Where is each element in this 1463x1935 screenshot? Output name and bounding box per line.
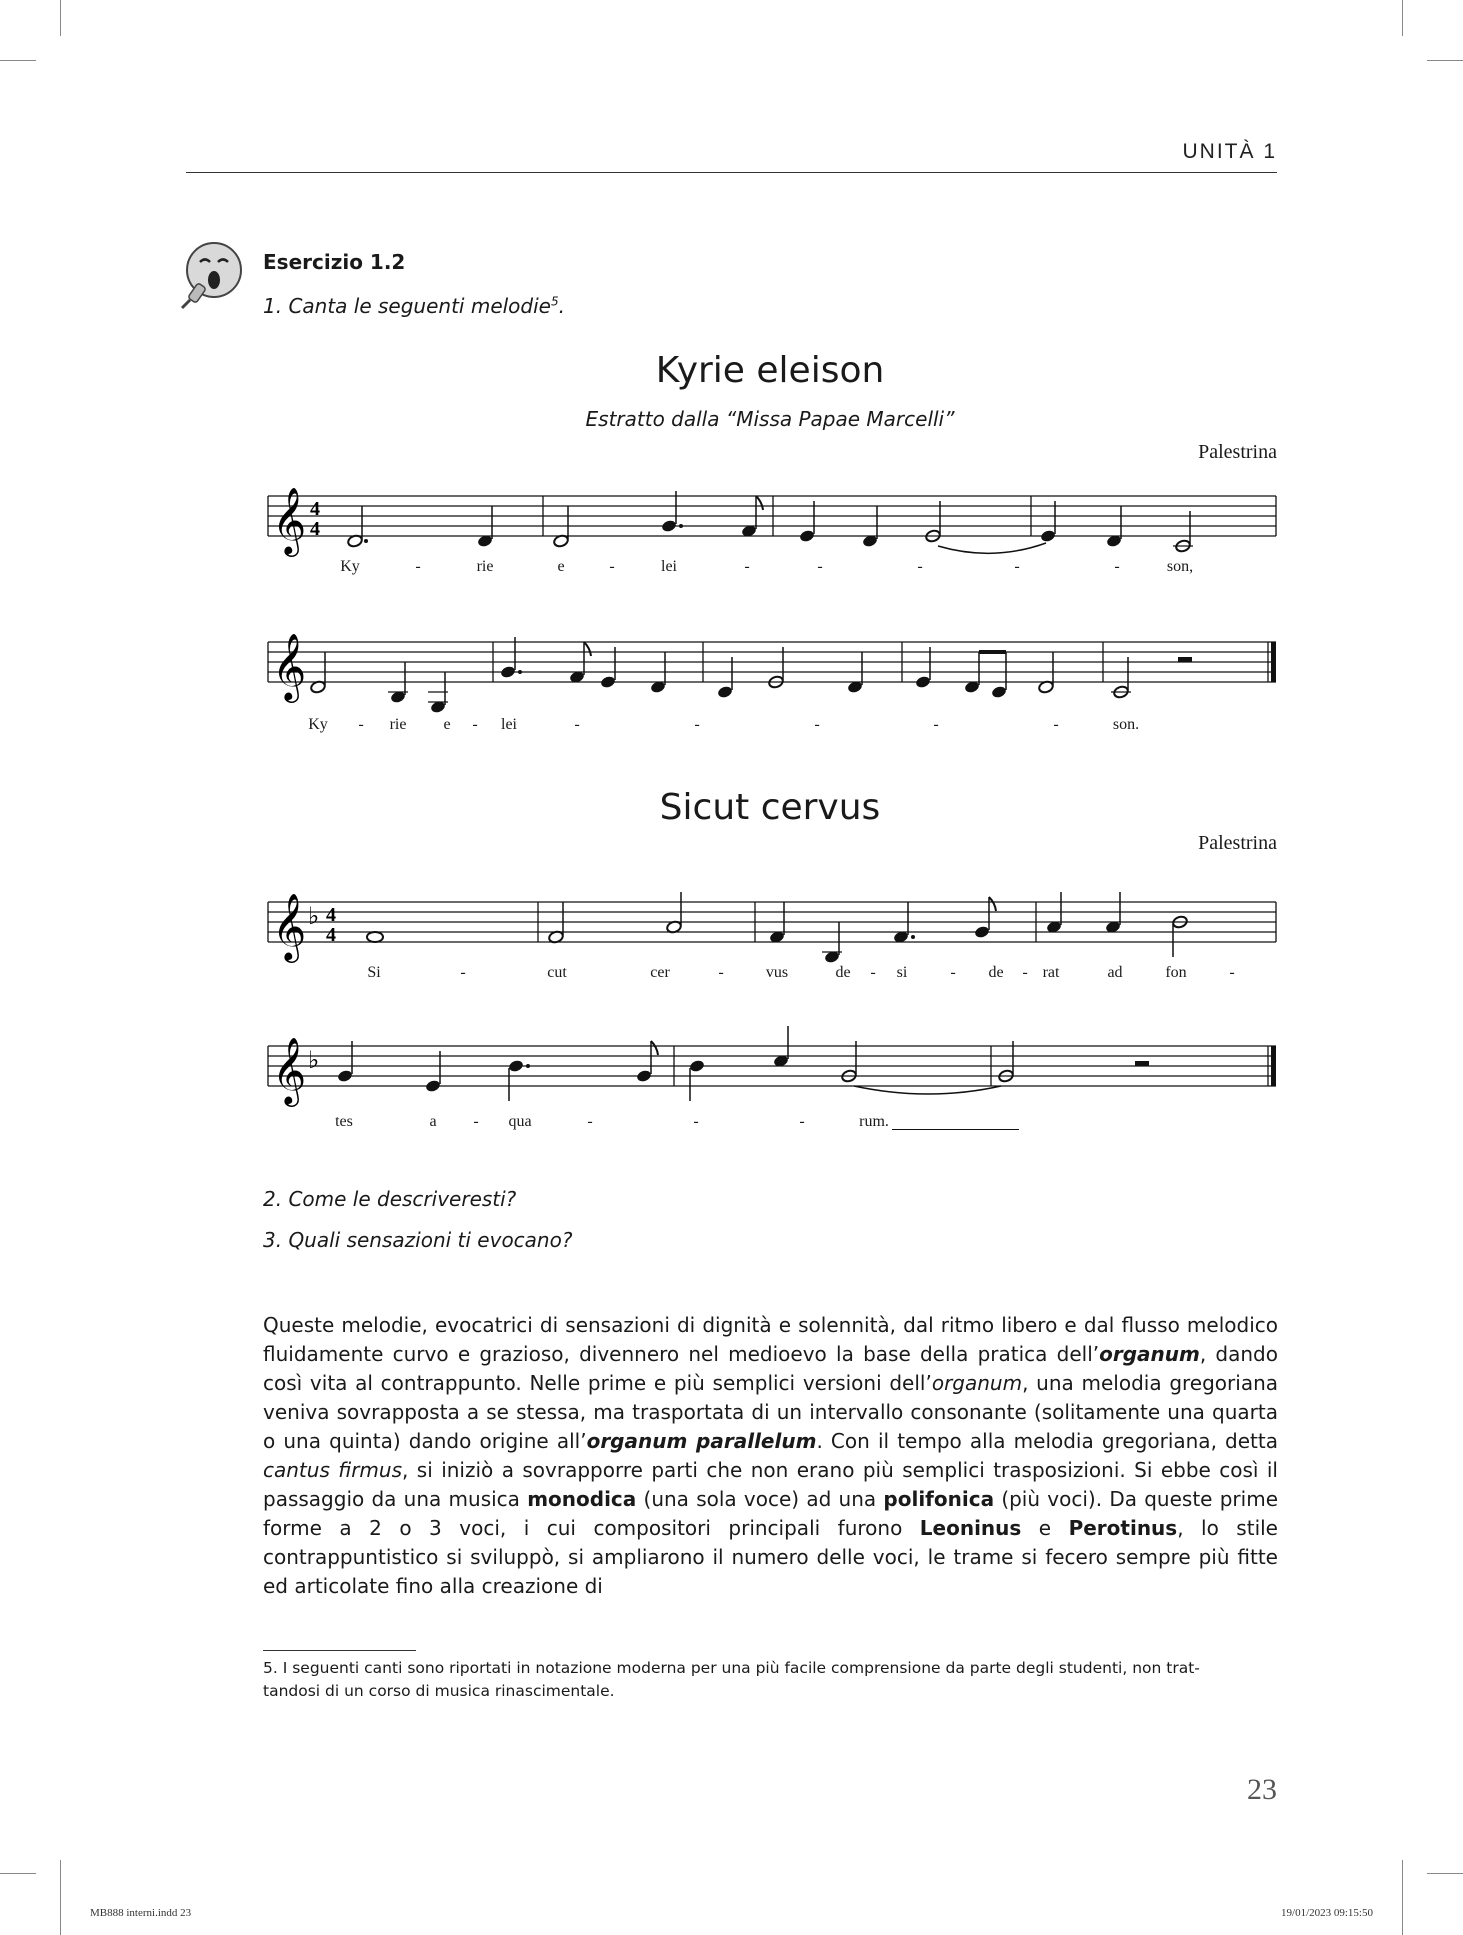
lyric: de xyxy=(988,964,1004,981)
lyric: Ky xyxy=(340,558,360,575)
lyric: Ky xyxy=(308,716,328,733)
crop-mark xyxy=(60,1860,61,1935)
svg-text:4: 4 xyxy=(310,518,320,540)
lyric: rie xyxy=(389,716,407,733)
lyric: - xyxy=(744,558,750,575)
lyric: - xyxy=(587,1113,593,1130)
lyric: - xyxy=(693,1113,699,1130)
treble-clef-icon: 𝄞 xyxy=(272,486,307,554)
lyric: cer xyxy=(650,964,670,981)
lyric: son. xyxy=(1112,716,1140,733)
header-rule xyxy=(186,172,1277,173)
treble-clef-icon: 𝄞 xyxy=(272,892,307,960)
kyrie-lyrics-1 xyxy=(0,558,1463,582)
kyrie-subtitle: Estratto dalla “Missa Papae Marcelli” xyxy=(585,407,955,431)
lyric: - xyxy=(694,716,700,733)
lyric: - xyxy=(870,964,876,981)
lyric: lei xyxy=(661,558,677,575)
lyric: - xyxy=(950,964,956,981)
footnote: 5. I seguenti canti sono riportati in notazione moderna per una più facile comprensione da parte degli studenti, non trat- tandosi di un corso di musica rinascimentale. xyxy=(263,1659,1220,1700)
lyric: - xyxy=(415,558,421,575)
lyric: - xyxy=(473,1113,479,1130)
treble-clef-icon: 𝄞 xyxy=(272,632,307,700)
sicut-staff-2 xyxy=(258,1034,1278,1114)
lyric: Si xyxy=(367,964,381,981)
lyric: de xyxy=(835,964,851,981)
kyrie-title: Kyrie eleison xyxy=(655,350,885,391)
treble-clef-icon: 𝄞 xyxy=(272,1036,307,1104)
lyric: - xyxy=(817,558,823,575)
page-number: 23 xyxy=(1247,1773,1277,1806)
svg-text:4: 4 xyxy=(326,904,336,926)
lyric: e xyxy=(443,716,451,733)
sicut-title: Sicut cervus xyxy=(659,787,881,828)
lyric: - xyxy=(799,1113,805,1130)
lyric: qua xyxy=(508,1113,532,1130)
lyric: - xyxy=(1014,558,1020,575)
singing-face-icon xyxy=(180,240,244,310)
lyric: - xyxy=(574,716,580,733)
lyric: a xyxy=(429,1113,437,1130)
slug-left: MB888 interni.indd 23 xyxy=(90,1907,192,1919)
lyric: - xyxy=(460,964,466,981)
exercise-title: Esercizio 1.2 xyxy=(263,250,406,274)
sicut-lyrics-1 xyxy=(0,964,1463,988)
svg-text:4: 4 xyxy=(326,924,336,946)
lyric: ad xyxy=(1107,964,1123,981)
kyrie-lyrics-2 xyxy=(0,716,1463,740)
sicut-staff-1 xyxy=(258,890,1278,970)
lyric: son, xyxy=(1166,558,1194,575)
lyric: - xyxy=(718,964,724,981)
lyric: - xyxy=(1022,964,1028,981)
exercise-question-3: 3. Quali sensazioni ti evocano? xyxy=(263,1228,573,1252)
melisma-line xyxy=(892,1129,1019,1130)
flat-icon: ♭ xyxy=(308,902,320,930)
lyric: vus xyxy=(765,964,789,981)
flat-icon: ♭ xyxy=(308,1046,320,1074)
lyric: - xyxy=(1229,964,1235,981)
kyrie-staff-1 xyxy=(258,484,1278,554)
crop-mark xyxy=(60,0,61,36)
lyric: fon xyxy=(1165,964,1187,981)
lyric: - xyxy=(609,558,615,575)
exercise-question-2: 2. Come le descriveresti? xyxy=(263,1187,517,1211)
lyric: - xyxy=(933,716,939,733)
kyrie-composer: Palestrina xyxy=(1198,441,1277,463)
svg-text:4: 4 xyxy=(310,498,320,520)
lyric: si xyxy=(896,964,908,981)
footnote-rule xyxy=(263,1650,416,1651)
crop-mark xyxy=(1402,1860,1403,1935)
lyric: - xyxy=(1053,716,1059,733)
sicut-lyrics-2 xyxy=(0,1113,1463,1137)
lyric: - xyxy=(917,558,923,575)
lyric: cut xyxy=(547,964,567,981)
lyric: - xyxy=(1114,558,1120,575)
sicut-composer: Palestrina xyxy=(1198,832,1277,854)
crop-mark xyxy=(0,1873,36,1874)
lyric: rat xyxy=(1042,964,1060,981)
crop-mark xyxy=(0,60,36,61)
lyric: e xyxy=(557,558,565,575)
lyric: rie xyxy=(476,558,494,575)
exercise-question-1: 1. Canta le seguenti melodie$^5$. xyxy=(263,294,565,318)
lyric: - xyxy=(472,716,478,733)
body-paragraph: Queste melodie, evocatrici di sensazioni di dignità e solennità, dal ritmo libero e dal flusso melodico fluidamente curvo e grazioso, divennero nel medioevo la base della pratica dell’organum, dando così vita al contrappunto. Nelle prime e più semplici versioni dell’organum, una melodia gregoriana veniva sovrapposta a se stessa, ma trasportata di un intervallo consonante (solitamente una quarta o una quinta) dando origine all’organum parallelum. Con il tempo alla melodia gregoriana, detta cantus firmus, si iniziò a sovrapporre parti che non erano più semplici trasposizioni. Si ebbe così il passaggio da una musica monodica (una sola voce) ad una polifonica (più voci). Da queste prime forme a 2 o 3 voci, i cui compositori principali furono Leoninus e Perotinus, lo stile contrappuntistico si sviluppò, si ampliarono il numero delle voci, le trame si fecero sempre più fitte ed articolate fino alla creazione di xyxy=(263,1313,1279,1598)
lyric: - xyxy=(358,716,364,733)
lyric: tes xyxy=(335,1113,353,1130)
kyrie-staff-2 xyxy=(258,630,1278,710)
crop-mark xyxy=(1427,1873,1463,1874)
crop-mark xyxy=(1402,0,1403,36)
crop-mark xyxy=(1427,60,1463,61)
unit-header: UNITÀ 1 xyxy=(1182,140,1277,163)
lyric: lei xyxy=(501,716,517,733)
slug-right: 19/01/2023 09:15:50 xyxy=(1281,1907,1373,1919)
lyric: - xyxy=(814,716,820,733)
lyric: rum. xyxy=(859,1113,889,1130)
